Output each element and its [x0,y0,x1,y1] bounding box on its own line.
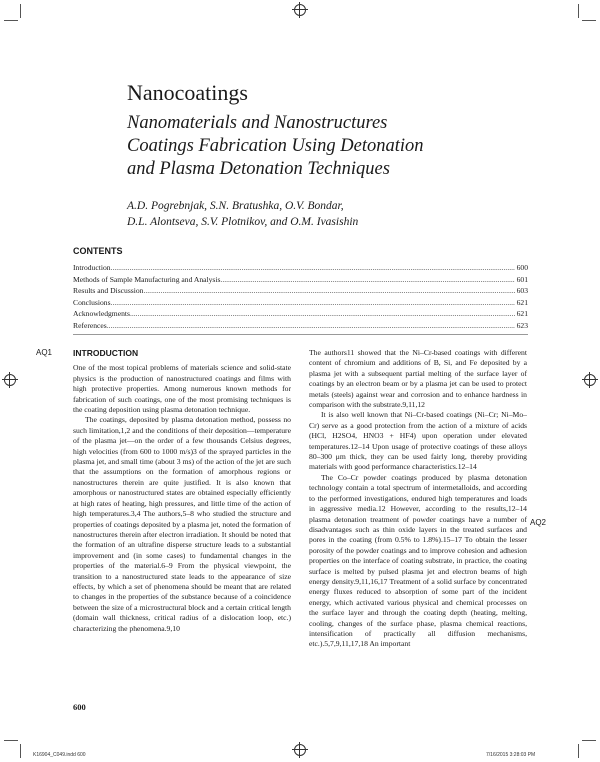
crop-mark [582,20,596,21]
toc-leader-dots [143,285,514,297]
body-paragraph: It is also well known that Ni–Cr-based coatings (Ni–Cr; Ni–Mo–Cr) serve as a good protection from the action of a mixture of acids (HCl, H2SO4, HNO3 + HF4) upon operation under elevated temperatures.12–14 Upon usage of protective coatings of these alloys 80–300 μm thick, they can be used fairly long, thereby providing materials with good performance characteristics.12–14 [309,410,527,472]
toc-label: Methods of Sample Manufacturing and Analysis [73,274,221,284]
toc-entry-results[interactable] [73,285,528,297]
crop-mark [20,4,21,18]
toc-entry-methods[interactable] [73,274,528,286]
toc-entry-acknowledgments[interactable] [73,308,528,320]
toc-page: 623 [516,320,528,330]
body-paragraph: The coatings, deposited by plasma detonation method, possess no such limitation,1,2 and the conditions of their deposition—temperature of the plasma jet—on the order of a few thousands Celsius degrees, high velocities (from 600 to 1000 m/s)3 of the sprayed particles in the plasma jet, and small time (about 3 ms) of the action of the jet are such that the assumptions on the formation of amorphous regions or nanostructures therein are quite justified. It is also known that amorphous or nanostructured states are obtained especially efficiently at high rates of heating, high pressures, and little time of the action of high temperatures.3,4 The authors,5–8 who studied the structure and properties of coatings deposited by a plasma jet, noted the formation of nanostructures therein after electron irradiation. It should be noted that the formation of an ultrafine disperse structure leads to a substantial improvement and (in some cases) to fundamental changes in the properties of the material.6–9 From the physical viewpoint, the transition to a nanostructured state leads to the appearance of size effects, by which a set of phenomena should be meant that are related to changes in the properties of the substance because of a coincidence between the size of a microstructural block and a certain critical length (domain wall thickness, critical radius of a dislocation loop, etc.) characterizing the phenomena.9,10 [73,415,291,633]
toc-page: 601 [516,274,528,284]
toc-leader-dots [107,320,515,332]
body-column-left [73,348,291,634]
author-query-marker: AQ1 [36,348,53,357]
subtitle-line: and Plasma Detonation Techniques [127,159,390,179]
toc-entry-conclusions[interactable] [73,297,528,309]
toc-page: 603 [516,286,528,295]
author-line: D.L. Alontseva, S.V. Plotnikov, and O.M. Ivasishin [127,216,359,228]
body-paragraph: One of the most topical problems of materials science and solid-state physics is the production of nanostructured coatings and films with high protective properties. Among numerous known methods for fabrication of such coatings, one of the most promising techniques is the coating deposition using plasma detonation technique. [73,363,291,415]
toc-entry-references[interactable] [73,320,528,332]
crop-mark [4,20,18,21]
chapter-subtitle [127,112,567,181]
subtitle-line: Nanomaterials and Nanostructures [127,113,388,133]
author-line: A.D. Pogrebnjak, S.N. Bratushka, O.V. Bondar, [127,200,344,212]
toc-entry-introduction[interactable] [73,262,528,274]
crop-mark [20,744,21,758]
toc-label: Acknowledgments [73,309,130,318]
toc-label: Introduction [73,263,111,272]
toc-leader-dots [111,297,515,309]
contents-divider [73,334,528,335]
table-of-contents [73,262,528,331]
toc-page: 621 [516,309,528,318]
toc-label: References [73,320,107,330]
body-paragraph: The authors11 showed that the Ni–Cr-based coatings with different content of chromium and additions of B, Si, and Fe deposited by a plasma jet with a subsequent partial melting of the surface layer of coatings by an electron beam or by a plasma jet can be used to protect metals (steels) against wear and corrosion and to enhance hardness in comparison with the substrate.9,11,12 [309,348,527,410]
crop-mark [578,4,579,18]
registration-mark-left [4,374,16,386]
subtitle-line: Coatings Fabrication Using Detonation [127,136,424,156]
timestamp-slug: 7/16/2015 3:28:03 PM [486,752,536,758]
chapter-authors [127,198,547,230]
toc-page: 621 [516,297,528,307]
toc-leader-dots [130,308,515,320]
toc-label: Conclusions [73,297,111,307]
crop-mark [578,744,579,758]
chapter-title: Nanocoatings [127,80,248,105]
toc-leader-dots [111,262,515,274]
contents-heading: CONTENTS [73,246,123,256]
body-paragraph: The Co–Cr powder coatings produced by plasma detonation technology contain a total spectrum of intermetalloids, and according to the performed investigations, endured high temperatures and loads in aggressive media.12 However, according to the results,12–14 plasma detonation treatment of powder coatings have a number of disadvantages such as thin oxide layers in the treated surfaces and pores in the coating (from 0.5% to 1.8%).15–17 To obtain the lesser porosity of the powder coatings and to improve cohesion and adhesion properties on the interface of coating substrate, in practice, the coating surface is melted by pulsed plasma jet and electron beams of high energy density.9,11,16,17 Treatment of a solid surface by concentrated energy fluxes reduced to absorption of some part of the incident energy, which activated various physical and chemical processes on the surface layer and through the coating depth (heating, melting, cooling, changes of the surface phase, plasma chemical reactions, intensification of practically all diffusion mechanisms, etc.).5,7,9,11,17,18 An important [309,472,527,649]
registration-mark-bottom [294,744,306,756]
toc-page: 600 [516,263,528,272]
crop-mark [582,740,596,741]
toc-label: Results and Discussion [73,286,144,295]
registration-mark-right [584,374,596,386]
body-column-right [309,348,527,650]
toc-leader-dots [220,274,514,286]
registration-mark-top [294,4,306,16]
file-slug: K16904_C049.indd 600 [33,752,86,758]
section-heading-introduction: INTRODUCTION [73,348,139,358]
crop-mark [4,740,18,741]
author-query-marker: AQ2 [530,518,547,527]
page-number: 600 [73,702,86,712]
